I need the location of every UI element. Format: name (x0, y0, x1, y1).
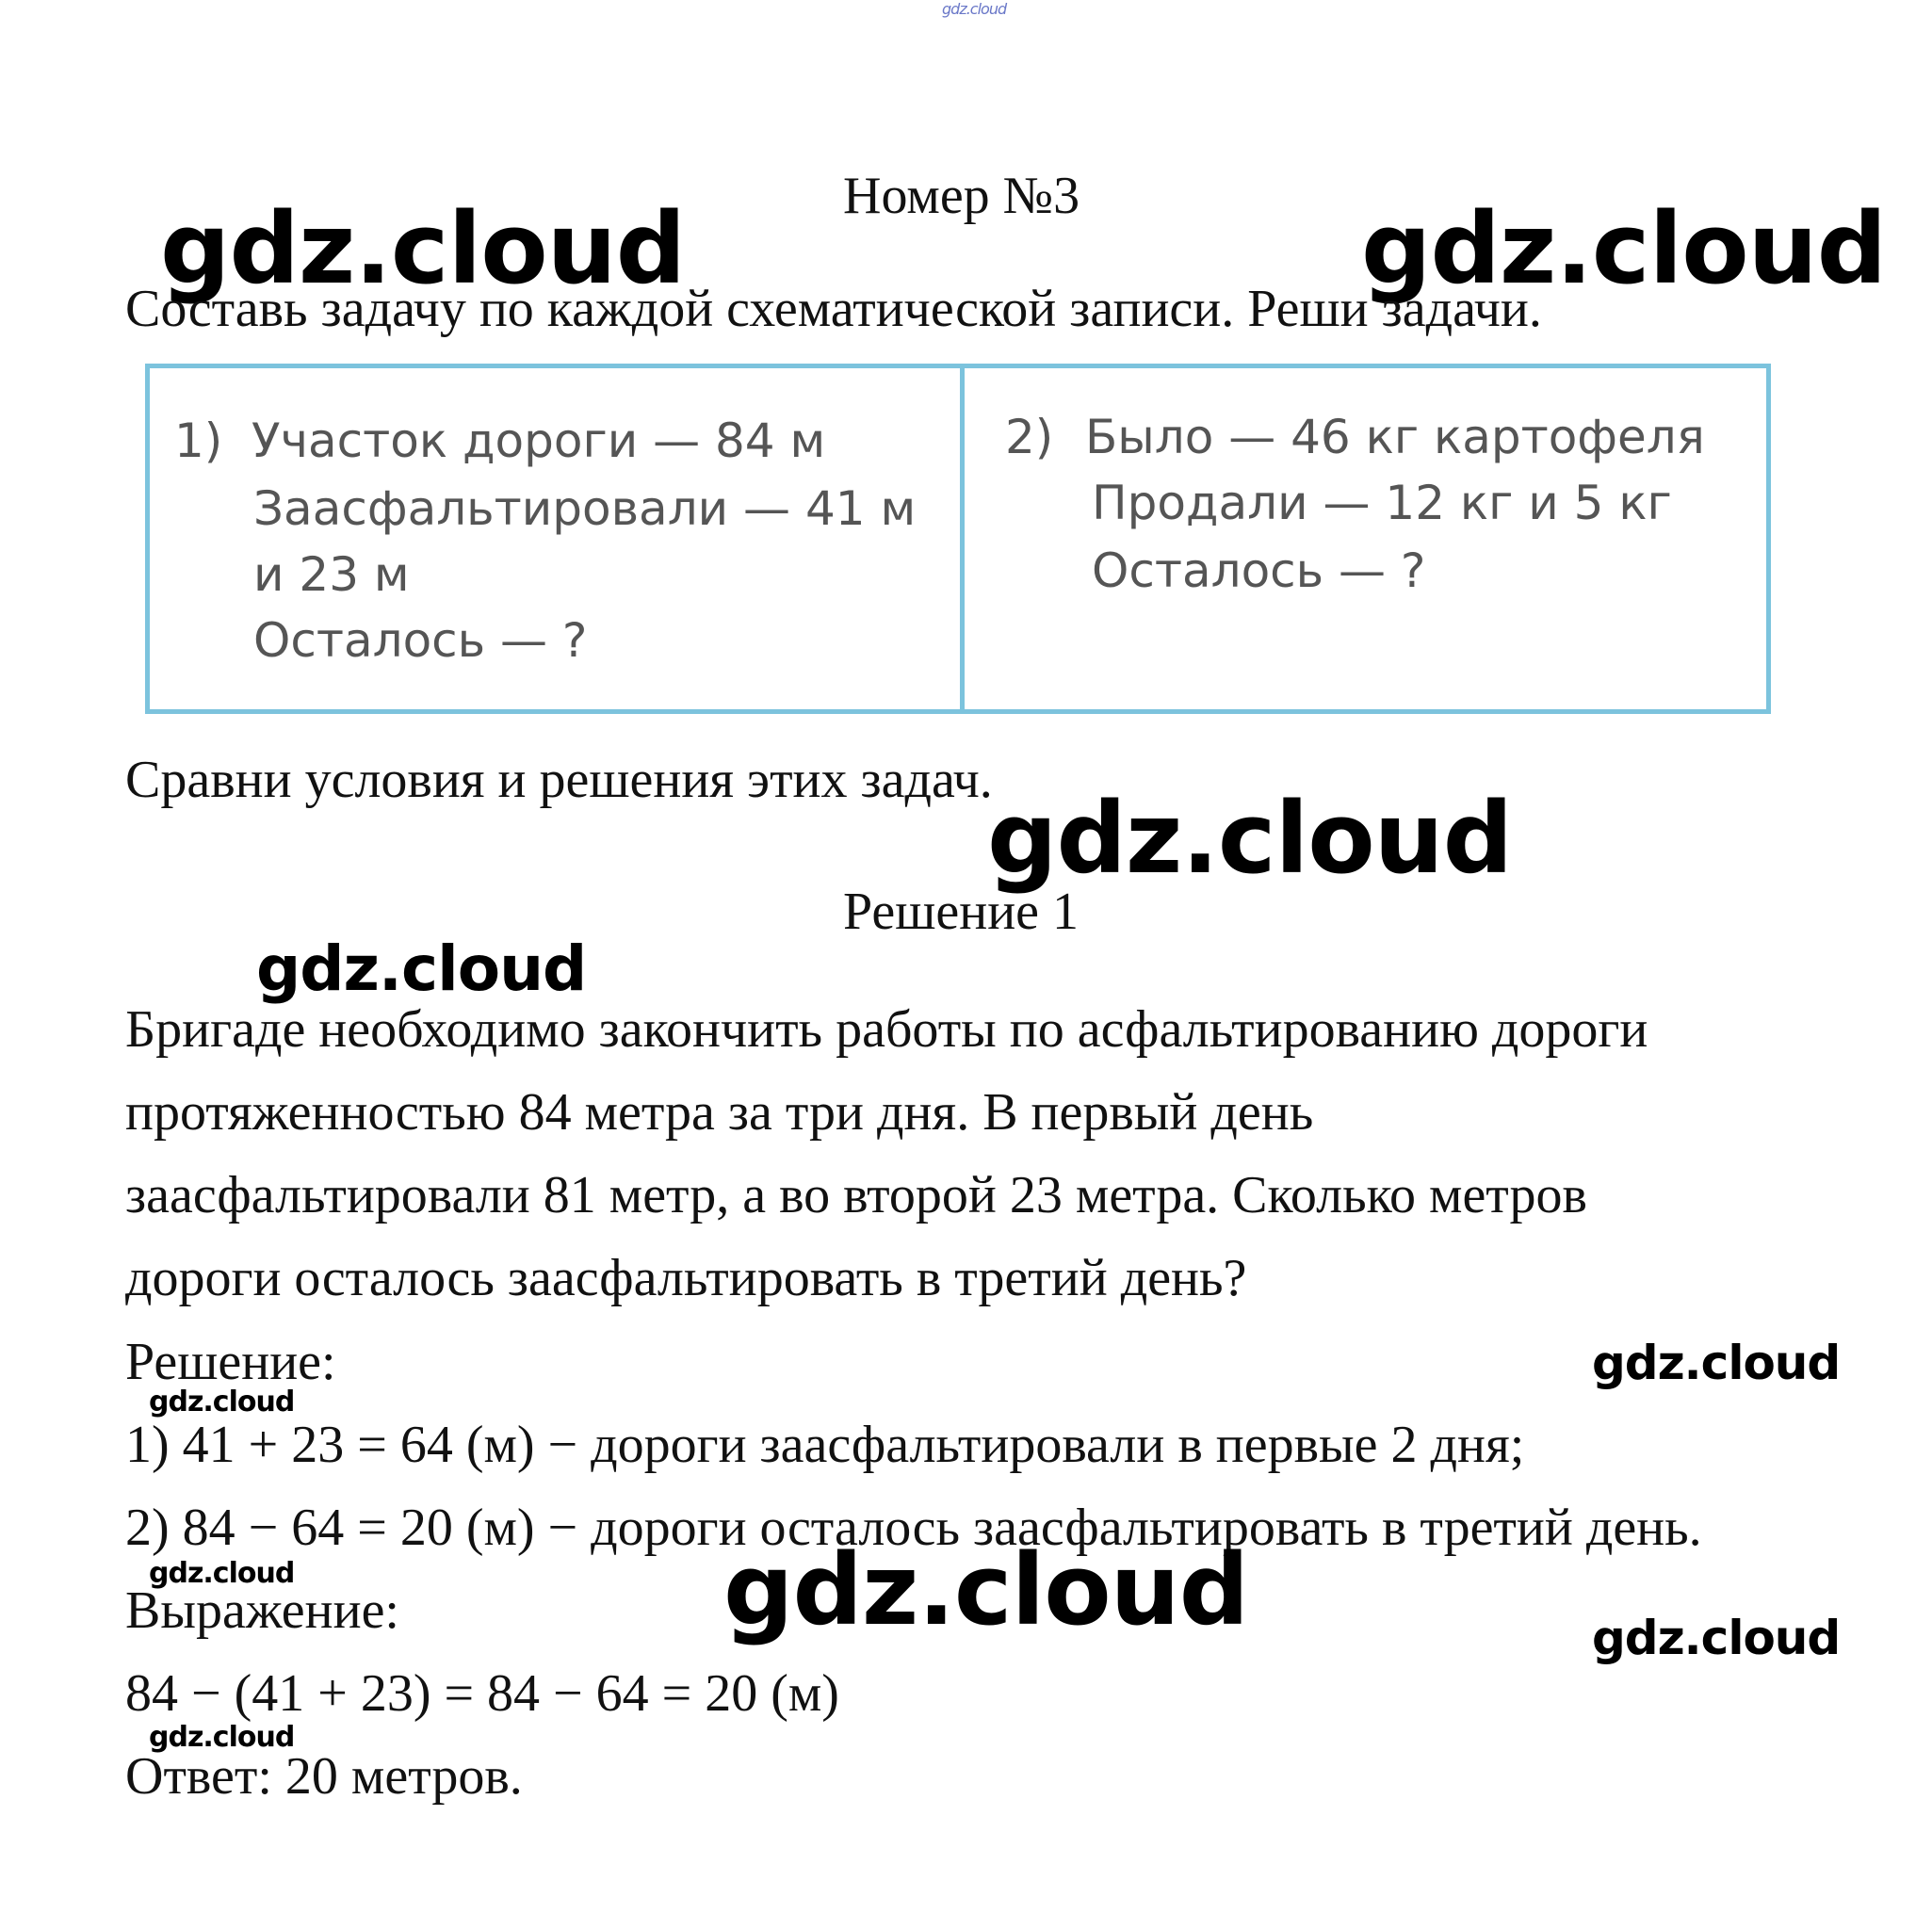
scheme-left-line: Осталось — ? (253, 613, 588, 668)
solution-heading: Решение 1 (843, 883, 1080, 941)
scheme-right-line: Продали — 12 кг и 5 кг (1092, 476, 1672, 530)
answer: Ответ: 20 метров. (125, 1747, 523, 1806)
scheme-divider (960, 368, 965, 709)
solution-step: 2) 84 − 64 = 20 (м) − дороги осталось заасфальтировать в третий день. (125, 1499, 1702, 1557)
scheme-right-line: Осталось — ? (1092, 543, 1426, 598)
page-title: Номер №3 (843, 167, 1080, 225)
watermark: gdz.cloud (987, 781, 1513, 896)
expression-label: Выражение: (125, 1581, 399, 1640)
scheme-box (145, 364, 1771, 714)
watermark-top: gdz.cloud (942, 0, 1007, 18)
scheme-left-line: Заасфальтировали — 41 м (253, 481, 917, 536)
watermark: gdz.cloud (1592, 1611, 1841, 1665)
watermark: gdz.cloud (160, 191, 686, 306)
watermark: gdz.cloud (1361, 191, 1887, 306)
scheme-right-number: 2) (1005, 410, 1054, 464)
expression: 84 − (41 + 23) = 84 − 64 = 20 (м) (125, 1664, 839, 1723)
compare-text: Сравни условия и решения этих задач. (125, 751, 993, 809)
watermark: gdz.cloud (149, 1386, 295, 1418)
solution-step: 1) 41 + 23 = 64 (м) − дороги заасфальтировали в первые 2 дня; (125, 1416, 1525, 1474)
scheme-left-line: и 23 м (253, 547, 410, 602)
problem-line: дороги осталось заасфальтировать в третий день? (125, 1249, 1247, 1307)
watermark: gdz.cloud (149, 1721, 295, 1754)
problem-line: Бригаде необходимо закончить работы по асфальтированию дороги (125, 1000, 1648, 1059)
scheme-left-number: 1) (174, 413, 223, 468)
task-text: Составь задачу по каждой схематической записи. Реши задачи. (125, 280, 1542, 338)
problem-line: протяженностью 84 метра за три дня. В первый день (125, 1083, 1314, 1142)
watermark: gdz.cloud (256, 932, 587, 1005)
watermark: gdz.cloud (149, 1557, 295, 1590)
watermark: gdz.cloud (1592, 1336, 1841, 1390)
scheme-right-line: Было — 46 кг картофеля (1085, 410, 1705, 464)
watermark: gdz.cloud (723, 1532, 1249, 1647)
solution-label: Решение: (125, 1333, 336, 1391)
scheme-left-line: Участок дороги — 84 м (252, 413, 826, 468)
problem-line: заасфальтировали 81 метр, а во второй 23 метра. Сколько метров (125, 1166, 1587, 1224)
